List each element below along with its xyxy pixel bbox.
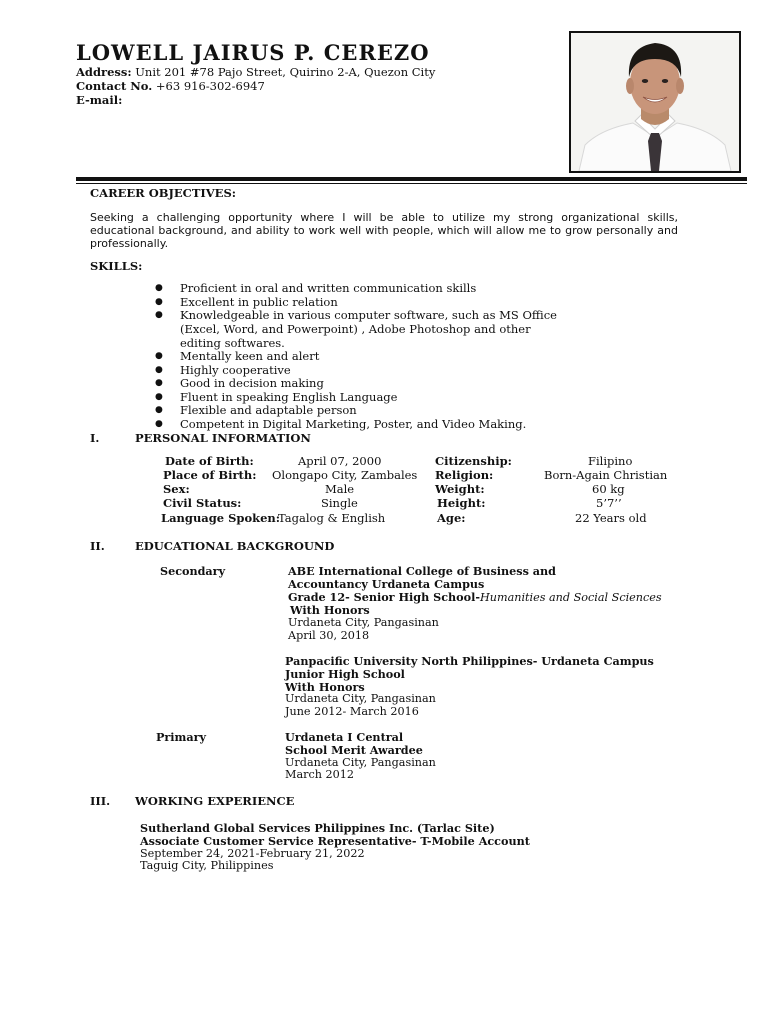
- junior-high-level: Junior High School: [285, 666, 405, 681]
- sex-value: Male: [325, 482, 355, 496]
- height-label: Height:: [437, 496, 486, 510]
- applicant-name: LOWELL JAIRUS P. CEREZO: [76, 40, 430, 65]
- senior-high-block: [288, 565, 662, 643]
- skill-continuation-line: (Excel, Word, and Powerpoint) , Adobe Photoshop and other: [180, 322, 531, 336]
- skill-continuation-line: editing softwares.: [180, 335, 285, 350]
- pob-label: Place of Birth:: [163, 468, 257, 482]
- pob-value: Olongapo City, Zambales: [272, 468, 418, 482]
- junior-high-date: June 2012- March 2016: [285, 705, 419, 719]
- skill-item: ● Excellent in public relation: [155, 296, 557, 310]
- skill-item: ● Fluent in speaking English Language: [155, 391, 526, 405]
- address-label: Address:: [76, 65, 132, 79]
- junior-high-place: Urdaneta City, Pangasinan: [285, 692, 436, 706]
- contact-line: [76, 79, 265, 93]
- junior-high-school-name: Panpacific University North Philippines- Urdaneta Campus: [285, 654, 654, 668]
- citizenship-label: Citizenship:: [435, 454, 512, 468]
- address-value: Unit 201 #78 Pajo Street, Quirino 2-A, Quezon City: [135, 65, 436, 79]
- skill-item-continued: [180, 323, 531, 350]
- section-number: II.: [90, 539, 105, 553]
- career-objectives-heading: CAREER OBJECTIVES:: [90, 186, 236, 200]
- primary-date: March 2012: [285, 768, 354, 782]
- contact-value: +63 916-302-6947: [155, 79, 265, 93]
- religion-label: Religion:: [435, 468, 494, 482]
- career-objectives-text: Seeking a challenging opportunity where I will be able to utilize my strong organizational skills, educational background, and ability to work well with people, which will allow me to grow personally and professionally.: [90, 211, 678, 250]
- email-label: E-mail:: [76, 93, 123, 107]
- job-dates: September 24, 2021-February 21, 2022: [140, 846, 365, 860]
- civil-status-value: Single: [321, 496, 358, 510]
- profile-photo: [569, 31, 741, 173]
- skill-item: ● Knowledgeable in various computer software, such as MS Office: [155, 309, 557, 323]
- skills-list: [155, 282, 557, 323]
- header-divider-thin: [76, 183, 747, 184]
- contact-label: Contact No.: [76, 79, 153, 93]
- job-location: Taguig City, Philippines: [140, 859, 274, 873]
- age-value: 22 Years old: [575, 511, 647, 525]
- primary-block: [285, 731, 436, 782]
- skills-list-more: [155, 350, 526, 432]
- weight-label: Weight:: [435, 482, 485, 496]
- age-label: Age:: [437, 511, 466, 525]
- primary-school-name: Urdaneta I Central: [285, 730, 404, 744]
- citizenship-value: Filipino: [588, 454, 633, 468]
- section-number: I.: [90, 431, 100, 445]
- work-experience-heading: WORKING EXPERIENCE: [135, 794, 295, 808]
- primary-label: Primary: [156, 730, 207, 744]
- senior-high-date: April 30, 2018: [288, 628, 370, 642]
- height-value: 5’7’’: [596, 496, 622, 510]
- language-value: Tagalog & English: [278, 511, 386, 525]
- header-divider-thick: [76, 177, 747, 181]
- skills-heading: SKILLS:: [90, 259, 143, 273]
- email-line: [76, 93, 122, 107]
- skill-item: ● Flexible and adaptable person: [155, 404, 526, 418]
- junior-high-block: [285, 655, 654, 719]
- person-portrait-icon: [571, 33, 739, 171]
- language-label: Language Spoken:: [161, 511, 281, 525]
- job-position: Associate Customer Service Representative- T-Mobile Account: [140, 833, 530, 848]
- junior-high-honor: With Honors: [285, 679, 365, 694]
- work-experience-block: [140, 822, 530, 873]
- weight-value: 60 kg: [592, 482, 625, 496]
- religion-value: Born-Again Christian: [544, 468, 668, 482]
- senior-high-school-name: ABE International College of Business and: [288, 564, 556, 578]
- dob-label: Date of Birth:: [165, 454, 254, 468]
- senior-high-grade-line: [288, 591, 662, 605]
- senior-high-strand: Humanities and Social Sciences: [480, 590, 662, 604]
- skill-item: ● Highly cooperative: [155, 364, 526, 378]
- address-line: [76, 65, 435, 79]
- secondary-label: Secondary: [160, 564, 226, 578]
- personal-info-heading: PERSONAL INFORMATION: [135, 431, 311, 445]
- senior-high-grade: Grade 12- Senior High School-: [288, 589, 480, 604]
- senior-high-place: Urdaneta City, Pangasinan: [288, 616, 439, 630]
- section-number: III.: [90, 794, 111, 808]
- skill-item: ● Competent in Digital Marketing, Poster, and Video Making.: [155, 418, 526, 432]
- sex-label: Sex:: [163, 482, 190, 496]
- senior-high-honor: With Honors: [290, 603, 370, 618]
- primary-place: Urdaneta City, Pangasinan: [285, 755, 436, 769]
- senior-high-school-name-2: Accountancy Urdaneta Campus: [288, 576, 485, 591]
- primary-award: School Merit Awardee: [285, 742, 423, 757]
- civil-status-label: Civil Status:: [163, 496, 242, 510]
- skill-item: ● Proficient in oral and written communication skills: [155, 282, 557, 296]
- skill-item: ● Good in decision making: [155, 377, 526, 391]
- company-name: Sutherland Global Services Philippines Inc. (Tarlac Site): [140, 821, 495, 835]
- dob-value: April 07, 2000: [298, 454, 382, 468]
- skill-item: ● Mentally keen and alert: [155, 350, 526, 364]
- education-heading: EDUCATIONAL BACKGROUND: [135, 539, 335, 553]
